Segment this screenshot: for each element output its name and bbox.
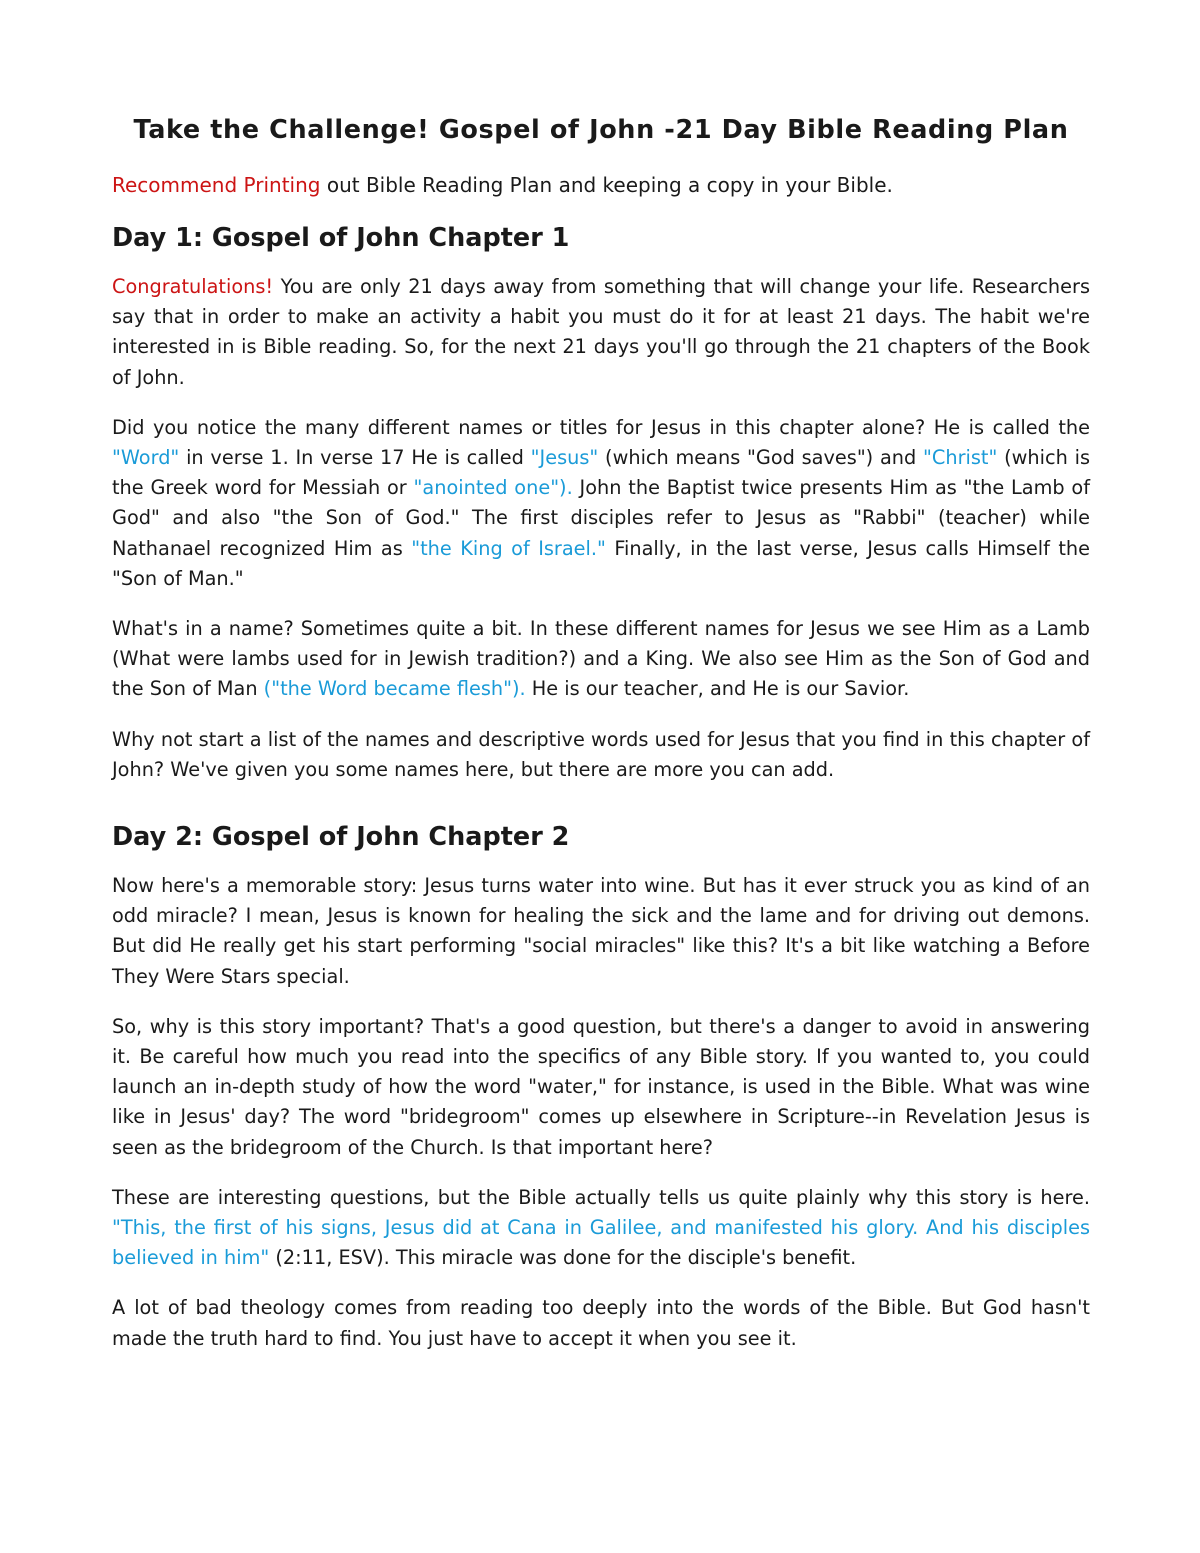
recommend-printing-highlight: Recommend Printing [112, 173, 321, 197]
text-run: (which means "God saves") and [598, 446, 924, 470]
king-of-israel-quote: "the King of Israel." [411, 536, 606, 560]
document-page [112, 112, 1090, 1374]
jesus-quote: "Jesus" [530, 446, 599, 470]
congratulations-highlight: Congratulations! [112, 275, 274, 298]
text-run: What's in a name? Sometimes quite a bit. In these different names for Jesus we see Him as a Lamb (What were lambs used for in Jewish tradition?) and a King. We also see Him as the Son of God and the Son of Man [112, 617, 1090, 701]
day-2-paragraph-1: Now here's a memorable story: Jesus turns water into wine. But has it ever struck you as kind of an odd miracle? I mean, Jesus is known for healing the sick and the lame and for driving out demons. But did He really get his start performing "social miracles" like this? It's a bit like watching a Before They Were Stars special. [112, 874, 1090, 988]
text-run: (2:11, ESV). This miracle was done for the disciple's benefit. [269, 1246, 857, 1270]
text-run: He is our teacher, and He is our Savior. [525, 677, 910, 701]
text-run: These are interesting questions, but the Bible actually tells us quite plainly why this story is here. [112, 1185, 1090, 1209]
day-2-section [112, 819, 1090, 1354]
day-1-paragraph-1 [112, 272, 1090, 393]
text-run: Finally, in the last verse, Jesus calls Himself the "Son of Man." [112, 536, 1090, 590]
day-1-paragraph-3 [112, 614, 1090, 705]
text-run: Did you notice the many different names or titles for Jesus in this chapter alone? He is called the [112, 415, 1090, 439]
text-run: in verse 1. In verse 17 He is called [179, 446, 531, 470]
anointed-one-quote: "anointed one"). [413, 476, 573, 500]
christ-quote: "Christ" [923, 446, 998, 470]
day-2-paragraph-3 [112, 1183, 1090, 1274]
print-recommendation [112, 170, 1090, 200]
document-title: Take the Challenge! Gospel of John -21 Day Bible Reading Plan [133, 115, 1069, 145]
day-1-heading: Day 1: Gospel of John Chapter 1 [112, 223, 570, 253]
day-2-paragraph-2: So, why is this story important? That's a good question, but there's a danger to avoid in answering it. Be careful how much you read into the specifics of any Bible story. If you wanted to, you could launch an in-depth study of how the word "water," for instance, is used in the Bible. What was wine like in Jesus' day? The word "bridegroom" comes up elsewhere in Scripture--in Revelation Jesus is seen as the bridegroom of the Church. Is that important here? [112, 1014, 1090, 1159]
text-run: (which is the Greek word for Messiah or [112, 446, 1090, 500]
cana-scripture-quote: "This, the first of his signs, Jesus did at Cana in Galilee, and manifested his glory. And his disciples believed in him" [112, 1216, 1090, 1270]
print-recommendation-text: out Bible Reading Plan and keeping a copy in your Bible. [320, 173, 893, 197]
word-became-flesh-quote: ("the Word became flesh"). [263, 677, 526, 701]
day-1-section [112, 220, 1090, 785]
day-1-paragraph-4: Why not start a list of the names and descriptive words used for Jesus that you find in this chapter of John? We've given you some names here, but there are more you can add. [112, 727, 1090, 781]
day-1-paragraph-1-text: You are only 21 days away from something that will change your life. Researchers say that in order to make an activity a habit you must do it for at least 21 days. The habit we're interested in is Bible reading. So, for the next 21 days you'll go through the 21 chapters of the Book of John. [112, 275, 1090, 389]
text-run: John the Baptist twice presents Him as "the Lamb of God" and also "the Son of God." The first disciples refer to Jesus as "Rabbi" (teacher) while Nathanael recognized Him as [112, 476, 1090, 560]
word-quote: "Word" [112, 446, 180, 470]
day-1-paragraph-2 [112, 413, 1090, 594]
day-2-paragraph-4: A lot of bad theology comes from reading too deeply into the words of the Bible. But God hasn't made the truth hard to find. You just have to accept it when you see it. [112, 1296, 1090, 1350]
day-2-heading: Day 2: Gospel of John Chapter 2 [112, 822, 570, 853]
